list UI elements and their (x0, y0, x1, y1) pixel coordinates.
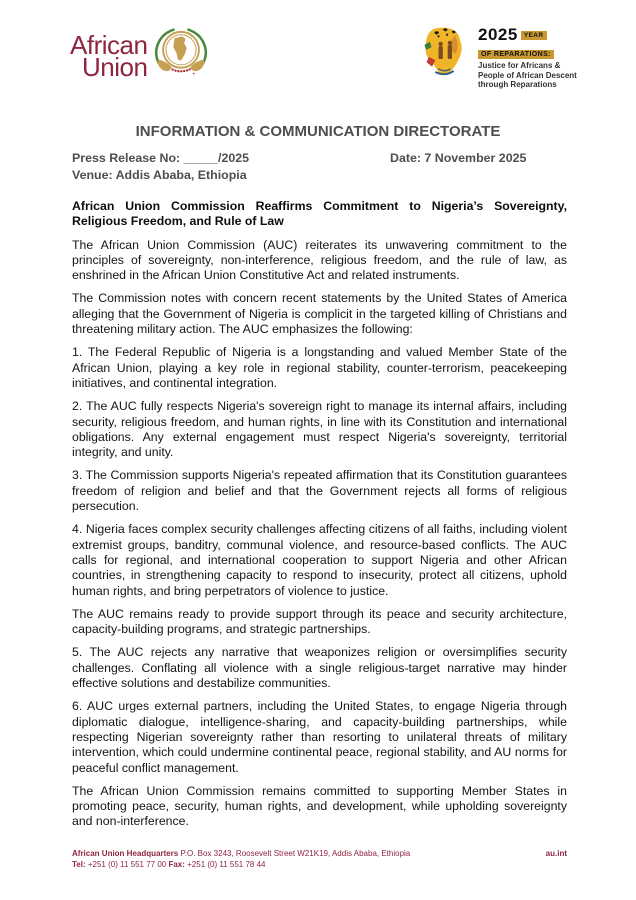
paragraph: The African Union Commission remains committed to supporting Member States in promoting peace, security, human rights, and development, while upholding sovereignty and non-interference. (72, 783, 567, 829)
paragraph: 4. Nigeria faces complex security challenges affecting citizens of all faiths, including violent extremist groups, banditry, communal violence, and resource-based conflicts. The AUC calls for regional, and international cooperation to support Nigeria and other African countries, in strengthening capacity to respond to insecurity, protect all citizens, uphold human rights, and bring perpetrators of violence to justice. (72, 522, 567, 598)
au-emblem-icon (149, 24, 213, 87)
paragraph: 3. The Commission supports Nigeria's repeated affirmation that its Constitution guarantees freedom of religion and belief and that the Government rejects all forms of religious persecution. (72, 468, 567, 514)
paragraph: 5. The AUC rejects any narrative that weaponizes religion or oversimplifies security challenges. Conflating all violence with a single religious-target narrative may hinder effective solutions and destabilize communities. (72, 645, 567, 691)
article-body (72, 238, 567, 830)
reparations-text (478, 24, 578, 90)
header (70, 24, 578, 90)
footer-tel-label: Tel: (72, 860, 86, 869)
press-release-number: Press Release No: _____/2025 (72, 151, 250, 165)
reparations-logo (418, 24, 578, 90)
footer-contacts (72, 859, 567, 870)
paragraph: The Commission notes with concern recent statements by the United States of America alleging that the Government of Nigeria is complicit in the targeted killing of Christians and threatening military action. The AUC emphasizes the following: (72, 291, 567, 337)
au-logotype-line1: African (70, 29, 148, 60)
footer-tel-value: +251 (0) 11 551 77 00 (85, 860, 169, 869)
reparations-emblem-icon (418, 24, 472, 84)
paragraph: The African Union Commission (AUC) reiterates its unwavering commitment to the principles of sovereignty, non-interference, religious freedom, and the rule of law, as enshrined in the African Union Constitutive Act and related instruments. (72, 237, 567, 283)
venue: Venue: Addis Ababa, Ethiopia (72, 168, 247, 182)
footer (72, 848, 567, 870)
headline: African Union Commission Reaffirms Commitment to Nigeria’s Sovereignty, Religious Freedom, and Rule of Law (72, 199, 567, 229)
au-logotype (70, 29, 148, 82)
paragraph: 6. AUC urges external partners, including the United States, to engage Nigeria through diplomatic dialogue, intelligence-sharing, and capacity-building partnerships, while respecting Nigerian sovereignty rather than resorting to unilateral threats of military intervention, which could undermine continental peace, regional stability, and AU norms for peaceful conflict management. (72, 699, 567, 775)
au-logotype-line2: Union (82, 51, 148, 82)
press-release-row (72, 150, 567, 167)
reparations-tagline-line1: Justice for Africans & (478, 61, 561, 70)
paragraph: 1. The Federal Republic of Nigeria is a longstanding and valued Member State of the African Union, playing a key role in regional stability, counter-terrorism, peacekeeping initiatives, and continental integration. (72, 345, 567, 390)
reparations-year-label: YEAR (521, 31, 547, 40)
article (72, 199, 567, 838)
release-date: Date: 7 November 2025 (390, 151, 527, 165)
footer-hq-label: African Union Headquarters (72, 849, 179, 858)
footer-website: au.int (545, 849, 567, 858)
au-logo (70, 24, 213, 87)
reparations-year: 2025 (478, 25, 518, 44)
paragraph: 2. The AUC fully respects Nigeria's sovereign right to manage its internal affairs, including security, religious freedom, and human rights, in line with its Constitution and international obligations. Any external engagement must respect Nigeria's sovereignty, territorial integrity, and unity. (72, 399, 567, 460)
footer-fax-label: Fax: (168, 860, 185, 869)
reparations-tagline-line2: People of African Descent (478, 70, 577, 80)
reparations-tagline-line3: through Reparations (478, 80, 557, 89)
paragraph: The AUC remains ready to provide support through its peace and security architecture, capacity-building programs, and strategic partnerships. (72, 606, 567, 637)
footer-address (72, 848, 410, 859)
reparations-banner: OF REPARATIONS: (478, 50, 554, 59)
footer-hq-address: P.O. Box 3243, Roosevelt Street W21K19, Addis Ababa, Ethiopia (178, 849, 411, 858)
masthead (72, 150, 567, 184)
footer-fax-value: +251 (0) 11 551 78 44 (184, 860, 266, 869)
directorate-title: INFORMATION & COMMUNICATION DIRECTORATE (135, 123, 501, 140)
